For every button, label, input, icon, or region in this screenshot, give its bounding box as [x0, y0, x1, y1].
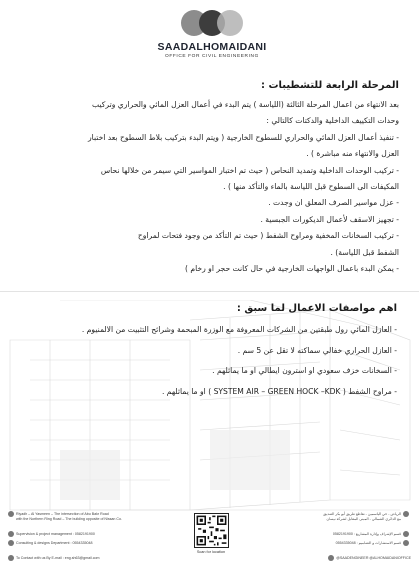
specifications-section [14, 301, 397, 402]
logo-brand-text [152, 41, 272, 53]
email-icon [8, 555, 14, 561]
social-icon [328, 555, 334, 561]
paragraph-line: المكيفات الى السطوح قبل اللياسة بالماء والتأكد منها ) . [223, 182, 399, 192]
spec-item: - العازل الحراري خفالي سماكته لا تقل عن 5 سم . [237, 345, 397, 355]
spec-item: - السخانات خزف سعودي او استرون ايطالي او ما يماثلهم . [212, 366, 397, 375]
paragraph-line: العزل والانتهاء منه مباشرة ) . [306, 149, 399, 159]
phone-icon [403, 531, 409, 537]
footer-consulting: Consulting & designs Department : 0554335048 [16, 540, 93, 545]
paragraph-line: وحدات التكييف الداخلية والدكتات كالتالي : [266, 116, 399, 126]
footer-ar-supervision: قسم الإشراف وإدارة المشاريع : 0582191900 [332, 531, 401, 536]
footer-social-line [323, 555, 411, 561]
footer-ar-consulting: قسم الاستشارات و التصاميم : 0554335048 [335, 540, 401, 545]
footer-ar-address-line: مع الدائري الشمالي - المبنى المقابل لشركة نيسان [326, 517, 401, 521]
paragraph-line: - تركيب السخانات المخفية ومراوح الشفط ( حيث تم التأكد من وجود فتحات لمراوح [137, 231, 399, 241]
phone-icon [8, 531, 14, 537]
paragraph-line: - تنفيذ أعمال العزل المائي والحراري للسطوح الخارجية ( ويتم البدء بتركيب بلاط السطوح بعد اختبار [88, 132, 399, 142]
location-pin-icon [8, 511, 14, 517]
logo-circles-icon [177, 10, 247, 38]
section-divider [0, 291, 419, 292]
logo-circle-right [217, 10, 243, 36]
spec-item: - مراوح الشفط ( SYSTEM AIR – GREEN HOCK –KDK ) او ما يماثلهم . [161, 386, 397, 396]
footer-address-1: Riyadh – Al Yasmeen – The intersection of Abu Bakr Road [16, 511, 109, 516]
phone-icon [403, 540, 409, 546]
section-heading: المرحلة الرابعة للتشطيبات : [260, 80, 399, 91]
logo-brand-name: ALHOMAIDANI [188, 41, 267, 53]
footer-email-line [6, 555, 122, 561]
footer-contact-english [6, 511, 122, 561]
footer-email[interactable]: To Contact with us By E-mail : eng.sh63@gmail.com [16, 555, 100, 560]
logo-subtitle: OFFICE FOR CIVIL ENGINEERING [165, 54, 259, 59]
footer-contact-arabic [323, 511, 411, 561]
footer-ar-phone-line [323, 540, 411, 546]
company-logo [152, 10, 272, 59]
footer-ar-address-1: الرياض - حي الياسمين - تقاطع طريق أبو بكر الصديق [323, 511, 401, 516]
footer-social-handles[interactable]: @SAADENGINEER @ALHOMAIDANIOFFICE [336, 555, 411, 560]
section-heading: اهم مواصفات الاعمال لما سبق : [236, 303, 397, 314]
logo-brand-saad: SAAD [157, 41, 189, 53]
paragraph-line: الشفط قبل اللياسة) . [330, 247, 399, 257]
qr-caption: Scan for location [196, 550, 226, 554]
footer-phone-line [6, 531, 122, 537]
paragraph-line: - تجهيز الاسقف لأعمال الديكورات الجبسية . [260, 214, 399, 224]
finishing-phase-four-section [14, 78, 399, 277]
location-qr-code[interactable] [194, 513, 229, 548]
paragraph-line: - عزل مواسير الصرف المعلق ان وجدت . [268, 198, 399, 208]
footer-phone-line [6, 540, 122, 546]
page-footer [0, 505, 419, 575]
spec-item: - العازل المائي رول طبقتين من الشركات المعروفة مع الوزرة المبحمة وشرائح التثبيت من الالمنيوم . [81, 325, 397, 334]
location-pin-icon [403, 511, 409, 517]
paragraph-line: - يمكن البدء باعمال الواجهات الخارجية في حال كانت حجر او رخام ) [185, 264, 399, 274]
phone-icon [8, 540, 14, 546]
paragraph-line: بعد الانتهاء من اعمال المرحلة الثالثة (اللياسة ) يتم البدء في أعمال العزل المائي والحراري وتركيب [92, 100, 399, 109]
footer-supervision: Supervision & project management : 0582191900 [16, 531, 95, 536]
paragraph-line: - تركيب الوحدات الداخلية وتمديد النحاس ( حيث تم اختبار المواسير التي سيمر من خلالها نحاس [100, 165, 399, 175]
footer-ar-phone-line [323, 531, 411, 537]
footer-address-line: with the Northern Ring Road – The building opposite of Nissan Co. [16, 517, 123, 521]
